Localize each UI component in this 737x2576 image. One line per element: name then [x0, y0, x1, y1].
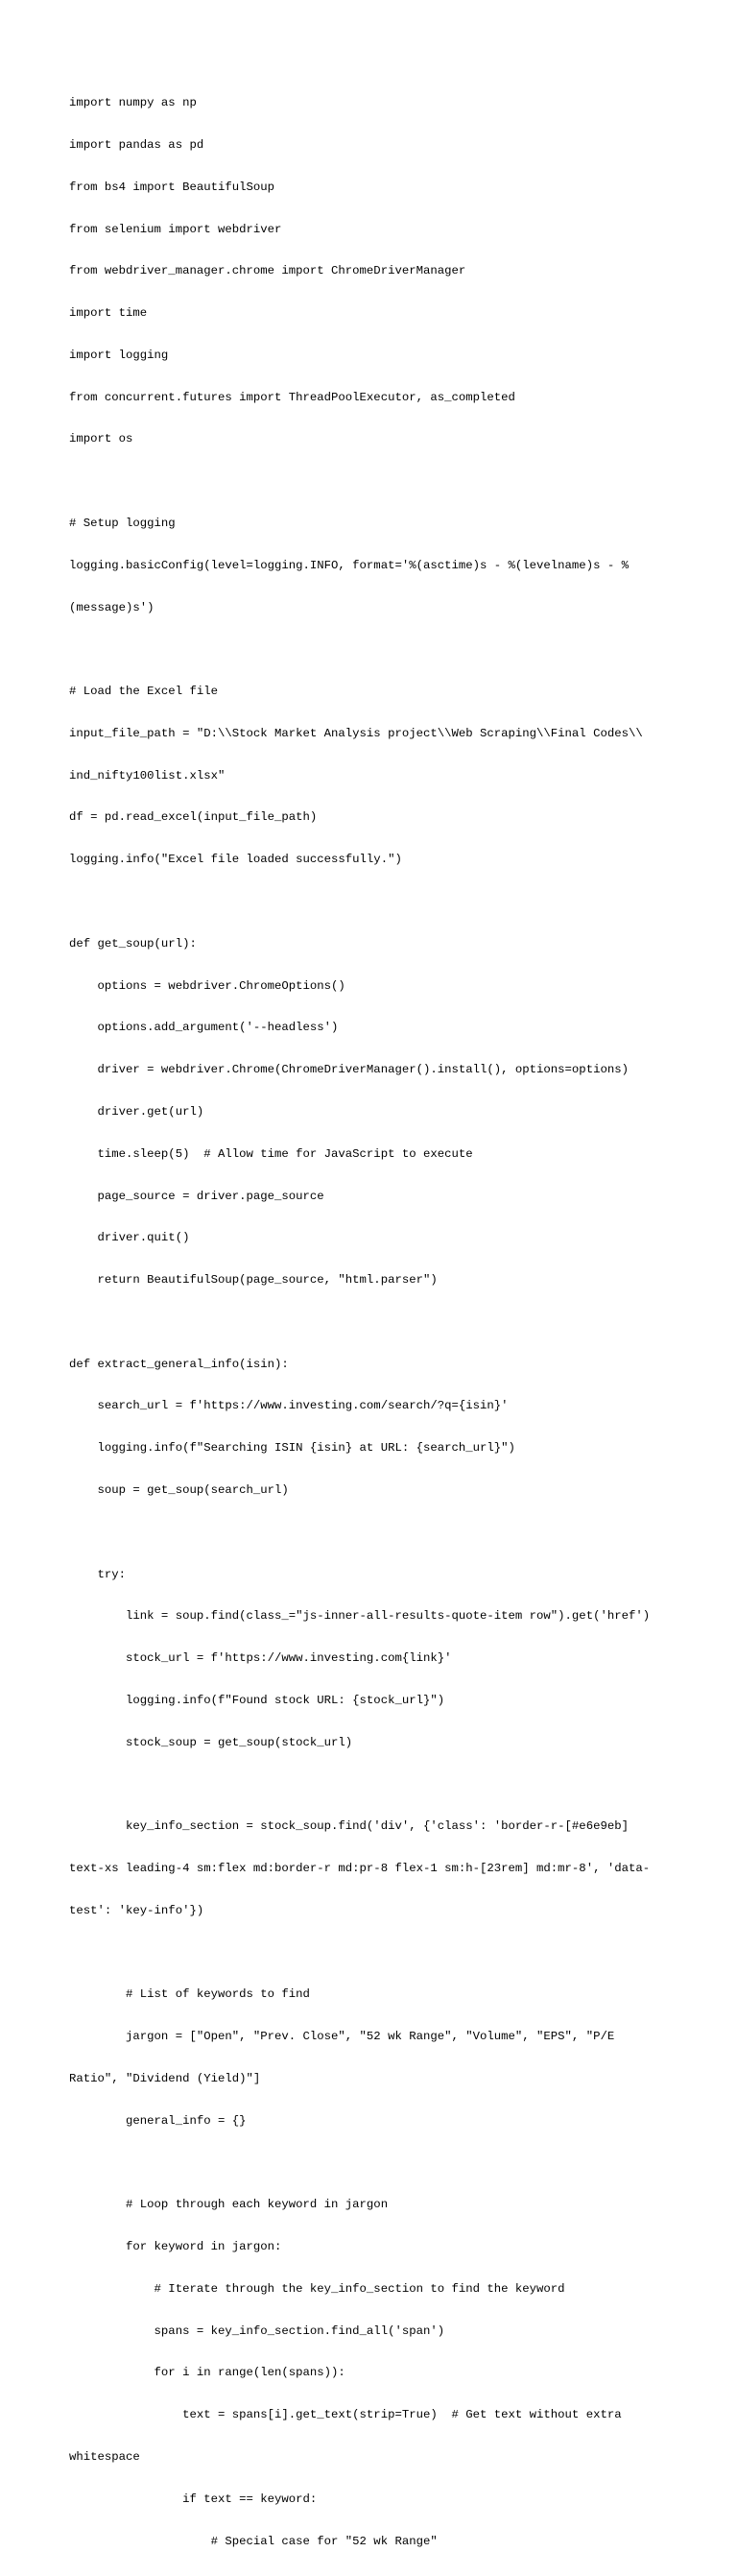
code-line: whitespace: [69, 2449, 140, 2464]
code-line: test': 'key-info'}): [69, 1903, 204, 1917]
code-line: from bs4 import BeautifulSoup: [69, 180, 275, 194]
code-line: [69, 1777, 650, 1792]
code-line: import pandas as pd: [69, 137, 204, 152]
code-line: # Iterate through the key_info_section to find the keyword: [69, 2281, 565, 2296]
code-line: soup = get_soup(search_url): [69, 1482, 289, 1497]
code-line: # Loop through each keyword in jargon: [69, 2198, 389, 2212]
code-line: time.sleep(5) # Allow time for JavaScript to execute: [69, 1146, 473, 1161]
code-line: link = soup.find(class_="js-inner-all-results-quote-item row").get('href'): [69, 1609, 651, 1624]
code-line: logging.basicConfig(level=logging.INFO, format='%(asctime)s - %(levelname)s - %: [69, 558, 629, 572]
code-line: ind_nifty100list.xlsx": [69, 768, 226, 782]
code-line: from selenium import webdriver: [69, 222, 282, 236]
code-line: jargon = ["Open", "Prev. Close", "52 wk Range", "Volume", "EPS", "P/E: [69, 2030, 615, 2044]
code-line: import numpy as np: [69, 96, 197, 110]
code-line: options.add_argument('--headless'): [69, 1021, 339, 1035]
code-line: import os: [69, 432, 133, 446]
code-line: options = webdriver.ChromeOptions(): [69, 978, 345, 993]
code-line: if text == keyword:: [69, 2492, 318, 2506]
code-line: # List of keywords to find: [69, 1987, 310, 2002]
code-line: [69, 1946, 650, 1961]
code-line: driver.get(url): [69, 1104, 204, 1119]
code-line: key_info_section = stock_soup.find('div', {'class': 'border-r-[#e6e9eb]: [69, 1819, 629, 1834]
code-line: [69, 895, 650, 909]
code-line: [69, 2155, 650, 2170]
code-line: general_info = {}: [69, 2113, 247, 2128]
code-line: return BeautifulSoup(page_source, "html.parser"): [69, 1273, 438, 1288]
code-line: stock_soup = get_soup(stock_url): [69, 1735, 353, 1749]
code-line: def extract_general_info(isin):: [69, 1357, 289, 1371]
code-line: logging.info(f"Found stock URL: {stock_url}"): [69, 1693, 445, 1707]
code-line: text = spans[i].get_text(strip=True) # Get text without extra: [69, 2408, 622, 2422]
code-block: [69, 68, 650, 2576]
code-line: try:: [69, 1567, 127, 1581]
code-line: [69, 1526, 650, 1540]
code-line: stock_url = f'https://www.investing.com{link}': [69, 1651, 452, 1666]
code-line: # Load the Excel file: [69, 685, 218, 699]
code-line: for keyword in jargon:: [69, 2240, 282, 2254]
code-line: input_file_path = "D:\\Stock Market Analysis project\\Web Scraping\\Final Codes\\: [69, 726, 643, 740]
code-line: [69, 1315, 650, 1330]
code-line: spans = key_info_section.find_all('span'): [69, 2323, 445, 2338]
code-line: df = pd.read_excel(input_file_path): [69, 810, 318, 825]
code-line: driver = webdriver.Chrome(ChromeDriverManager().install(), options=options): [69, 1063, 629, 1077]
code-line: from webdriver_manager.chrome import ChromeDriverManager: [69, 264, 466, 278]
code-line: import time: [69, 306, 148, 321]
code-line: logging.info(f"Searching ISIN {isin} at URL: {search_url}"): [69, 1441, 515, 1456]
code-line: (message)s'): [69, 600, 155, 614]
code-line: search_url = f'https://www.investing.com/search/?q={isin}': [69, 1399, 509, 1413]
code-line: from concurrent.futures import ThreadPoolExecutor, as_completed: [69, 390, 515, 404]
code-line: logging.info("Excel file loaded successfully."): [69, 853, 402, 867]
code-line: [69, 474, 650, 489]
code-line: for i in range(len(spans)):: [69, 2366, 345, 2380]
code-line: Ratio", "Dividend (Yield)"]: [69, 2071, 261, 2085]
code-line: # Setup logging: [69, 517, 176, 530]
code-line: [69, 642, 650, 657]
code-line: import logging: [69, 348, 169, 362]
code-line: def get_soup(url):: [69, 936, 197, 951]
code-line: page_source = driver.page_source: [69, 1189, 324, 1203]
code-line: text-xs leading-4 sm:flex md:border-r md:pr-8 flex-1 sm:h-[23rem] md:mr-8', 'data-: [69, 1862, 651, 1875]
code-line: driver.quit(): [69, 1231, 190, 1245]
code-line: # Special case for "52 wk Range": [69, 2534, 438, 2548]
